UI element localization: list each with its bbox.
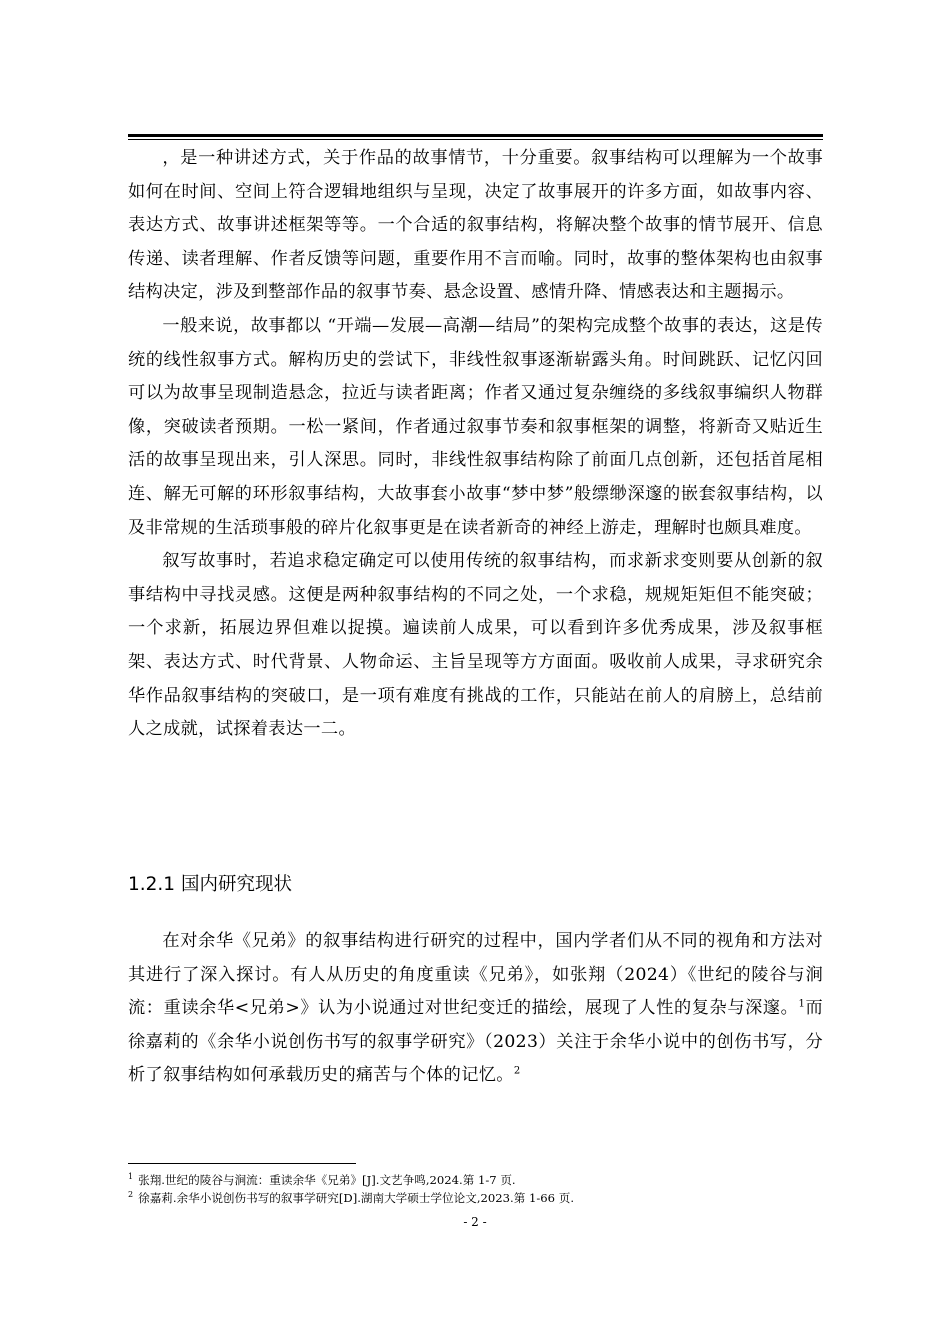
paragraph-narrative-structure: ，是一种讲述方式，关于作品的故事情节，十分重要。叙事结构可以理解为一个故事如何在时间、空间上符合逻辑地组织与呈现，决定了故事展开的许多方面，如故事内容、表达方式、故事讲述框架等等。一个合适的叙事结构，将解决整个故事的情节展开、信息传递、读者理解、作者反馈等问题，重要作用不言而喻。同时，故事的整体架构也由叙事结构决定，涉及到整部作品的叙事节奏、悬念设置、感情升降、情感表达和主题揭示。 [128, 148, 823, 303]
footnote-separator [128, 1163, 356, 1164]
footnote-ref-2[interactable]: 2 [513, 1065, 521, 1077]
body-text-top [128, 142, 823, 747]
section-heading: 1.2.1 国内研究现状 [128, 874, 292, 895]
header-double-rule [128, 134, 823, 141]
footnote-text-2: 徐嘉莉.余华小说创伤书写的叙事学研究[D].湖南大学硕士学位论文,2023.第 1-66 页. [138, 1191, 575, 1205]
paragraph-traditional-vs-new: 叙写故事时，若追求稳定确定可以使用传统的叙事结构，而求新求变则要从创新的叙事结构中寻找灵感。这便是两种叙事结构的不同之处，一个求稳，规规矩矩但不能突破；一个求新，拓展边界但难以捉摸。遍读前人成果，可以看到许多优秀成果，涉及叙事框架、表达方式、时代背景、人物命运、主旨呈现等方方面面。吸收前人成果，寻求研究余华作品叙事结构的突破口，是一项有难度有挑战的工作，只能站在前人的肩膀上，总结前人之成就，试探着表达一二。 [128, 551, 823, 740]
footnote-mark-1: 1 [128, 1172, 134, 1182]
page-number: - 2 - [463, 1215, 487, 1229]
footnote-ref-1[interactable]: 1 [798, 998, 806, 1010]
header-rule-thin [128, 139, 823, 140]
footnotes [128, 1171, 823, 1207]
paragraph-domestic-research [128, 925, 823, 1093]
paragraph-domestic-research-part1: 在对余华《兄弟》的叙事结构进行研究的过程中，国内学者们从不同的视角和方法对其进行了深入探讨。有人从历史的角度重读《兄弟》，如张翔（2024）《世纪的陵谷与涧流：重读余华<兄弟>》认为小说通过对世纪变迁的描绘，展现了人性的复杂与深邃。 [128, 931, 823, 1019]
footnote-mark-2: 2 [128, 1190, 134, 1200]
header-rule-thick [128, 134, 823, 137]
paragraph-linear-nonlinear: 一般来说，故事都以 “开端—发展—高潮—结局”的架构完成整个故事的表达，这是传统的线性叙事方式。解构历史的尝试下，非线性叙事逐渐崭露头角。时间跳跃、记忆闪回可以为故事呈现制造悬念，拉近与读者距离；作者又通过复杂缠绕的多线叙事编织人物群像，突破读者预期。一松一紧间，作者通过叙事节奏和叙事框架的调整，将新奇又贴近生活的故事呈现出来，引人深思。同时，非线性叙事结构除了前面几点创新，还包括首尾相连、解无可解的环形叙事结构，大故事套小故事“梦中梦”般缥缈深邃的嵌套叙事结构，以及非常规的生活琐事般的碎片化叙事更是在读者新奇的神经上游走，理解时也颇具难度。 [128, 315, 823, 538]
paragraph-domestic-research-part2: 而徐嘉莉的《余华小说创伤书写的叙事学研究》（2023）关注于余华小说中的创伤书写，分析了叙事结构如何承载历史的痛苦与个体的记忆。 [128, 998, 823, 1086]
body-text-section [128, 925, 823, 1093]
footnote-text-1: 张翔.世纪的陵谷与涧流：重读余华《兄弟》[J].文艺争鸣,2024.第 1-7 页. [138, 1173, 516, 1187]
footnote-1 [128, 1171, 823, 1189]
footnote-2 [128, 1189, 823, 1207]
